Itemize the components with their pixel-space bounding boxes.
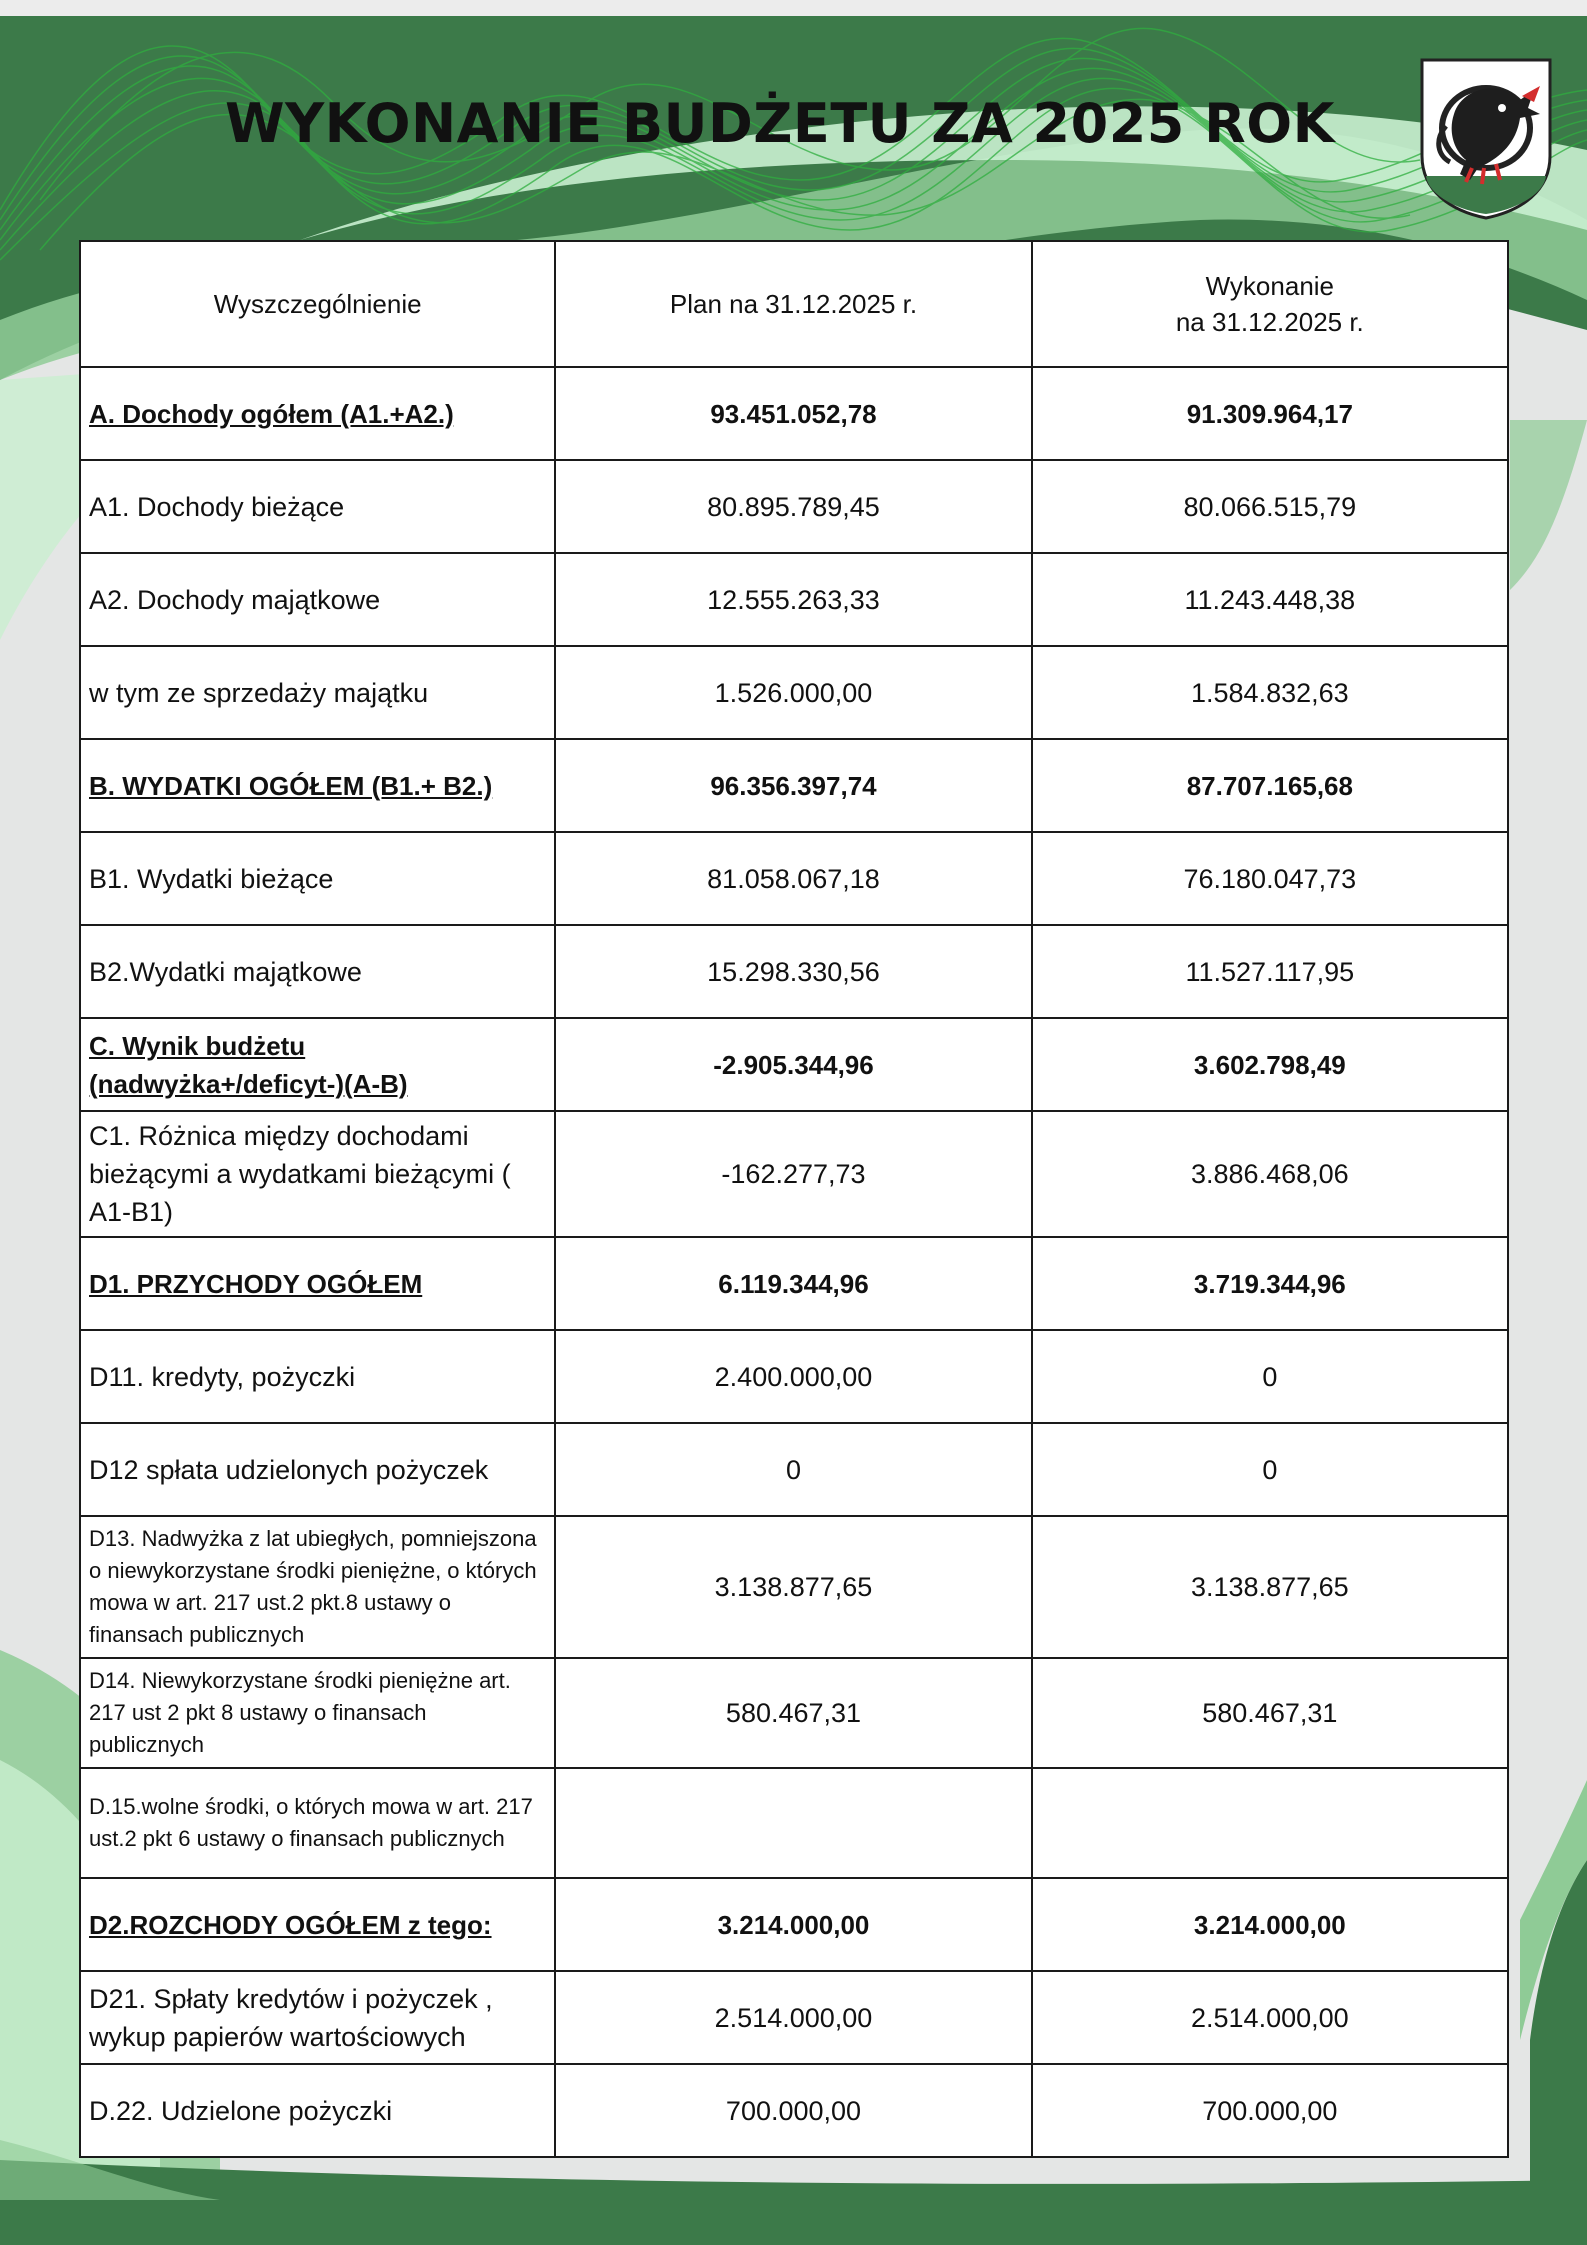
row-plan-value: 1.526.000,00 — [555, 646, 1031, 739]
row-plan-value: 3.138.877,65 — [555, 1516, 1031, 1658]
row-label: D1. PRZYCHODY OGÓŁEM — [80, 1237, 555, 1330]
row-label: D21. Spłaty kredytów i pożyczek , wykup papierów wartościowych — [80, 1971, 555, 2064]
row-execution-value: 11.243.448,38 — [1032, 553, 1508, 646]
row-label: D2.ROZCHODY OGÓŁEM z tego: — [80, 1878, 555, 1971]
table-row — [80, 460, 1508, 553]
row-label: A. Dochody ogółem (A1.+A2.) — [80, 367, 555, 460]
row-label: D12 spłata udzielonych pożyczek — [80, 1423, 555, 1516]
table-row — [80, 1018, 1508, 1111]
row-label: D.15.wolne środki, o których mowa w art. 217 ust.2 pkt 6 ustawy o finansach publicznych — [80, 1768, 555, 1878]
table-row — [80, 367, 1508, 460]
table-row — [80, 1423, 1508, 1516]
row-execution-value: 87.707.165,68 — [1032, 739, 1508, 832]
row-plan-value: 700.000,00 — [555, 2064, 1031, 2157]
table-header-row — [80, 241, 1508, 367]
table-row — [80, 739, 1508, 832]
header-description: Wyszczególnienie — [80, 241, 555, 367]
budget-table — [79, 240, 1509, 2158]
table-row — [80, 832, 1508, 925]
row-execution-value: 3.602.798,49 — [1032, 1018, 1508, 1111]
table-row — [80, 1878, 1508, 1971]
table-row — [80, 925, 1508, 1018]
table-row — [80, 553, 1508, 646]
row-plan-value: 81.058.067,18 — [555, 832, 1031, 925]
row-label: D13. Nadwyżka z lat ubiegłych, pomniejszona o niewykorzystane środki pieniężne, o których mowa w art. 217 ust.2 pkt.8 ustawy o finansach publicznych — [80, 1516, 555, 1658]
row-execution-value: 700.000,00 — [1032, 2064, 1508, 2157]
row-execution-value: 3.719.344,96 — [1032, 1237, 1508, 1330]
row-plan-value: 2.514.000,00 — [555, 1971, 1031, 2064]
row-plan-value: 15.298.330,56 — [555, 925, 1031, 1018]
row-execution-value: 2.514.000,00 — [1032, 1971, 1508, 2064]
row-label: D11. kredyty, pożyczki — [80, 1330, 555, 1423]
row-plan-value: -162.277,73 — [555, 1111, 1031, 1237]
header-plan: Plan na 31.12.2025 r. — [555, 241, 1031, 367]
row-label: C. Wynik budżetu (nadwyżka+/deficyt-)(A-B) — [80, 1018, 555, 1111]
row-execution-value: 80.066.515,79 — [1032, 460, 1508, 553]
table-row — [80, 1658, 1508, 1768]
row-execution-value: 0 — [1032, 1423, 1508, 1516]
row-execution-value: 11.527.117,95 — [1032, 925, 1508, 1018]
row-label: D14. Niewykorzystane środki pieniężne art. 217 ust 2 pkt 8 ustawy o finansach publicznych — [80, 1658, 555, 1768]
row-label: A1. Dochody bieżące — [80, 460, 555, 553]
row-plan-value: 6.119.344,96 — [555, 1237, 1031, 1330]
row-execution-value: 3.886.468,06 — [1032, 1111, 1508, 1237]
row-label: D.22. Udzielone pożyczki — [80, 2064, 555, 2157]
row-label: C1. Różnica między dochodami bieżącymi a wydatkami bieżącymi ( A1-B1) — [80, 1111, 555, 1237]
row-execution-value: 0 — [1032, 1330, 1508, 1423]
row-plan-value — [555, 1768, 1031, 1878]
row-label: B2.Wydatki majątkowe — [80, 925, 555, 1018]
row-execution-value — [1032, 1768, 1508, 1878]
row-plan-value: 93.451.052,78 — [555, 367, 1031, 460]
table-row — [80, 1516, 1508, 1658]
row-plan-value: 12.555.263,33 — [555, 553, 1031, 646]
row-plan-value: 2.400.000,00 — [555, 1330, 1031, 1423]
table-row — [80, 1971, 1508, 2064]
row-label: A2. Dochody majątkowe — [80, 553, 555, 646]
row-execution-value: 1.584.832,63 — [1032, 646, 1508, 739]
row-label: B1. Wydatki bieżące — [80, 832, 555, 925]
row-execution-value: 580.467,31 — [1032, 1658, 1508, 1768]
page-title: WYKONANIE BUDŻETU ZA 2025 ROK — [225, 92, 1335, 155]
row-plan-value: -2.905.344,96 — [555, 1018, 1031, 1111]
row-execution-value: 3.138.877,65 — [1032, 1516, 1508, 1658]
table-row — [80, 1768, 1508, 1878]
row-plan-value: 0 — [555, 1423, 1031, 1516]
row-plan-value: 80.895.789,45 — [555, 460, 1031, 553]
table-row — [80, 1330, 1508, 1423]
row-execution-value: 76.180.047,73 — [1032, 832, 1508, 925]
row-execution-value: 3.214.000,00 — [1032, 1878, 1508, 1971]
table-row — [80, 646, 1508, 739]
row-plan-value: 3.214.000,00 — [555, 1878, 1031, 1971]
dragon-crest-icon — [1416, 56, 1556, 220]
row-plan-value: 580.467,31 — [555, 1658, 1031, 1768]
table-row — [80, 2064, 1508, 2157]
row-label: B. WYDATKI OGÓŁEM (B1.+ B2.) — [80, 739, 555, 832]
table-row — [80, 1237, 1508, 1330]
row-plan-value: 96.356.397,74 — [555, 739, 1031, 832]
table-row — [80, 1111, 1508, 1237]
row-execution-value: 91.309.964,17 — [1032, 367, 1508, 460]
row-label: w tym ze sprzedaży majątku — [80, 646, 555, 739]
header-execution: Wykonanie na 31.12.2025 r. — [1032, 241, 1508, 367]
